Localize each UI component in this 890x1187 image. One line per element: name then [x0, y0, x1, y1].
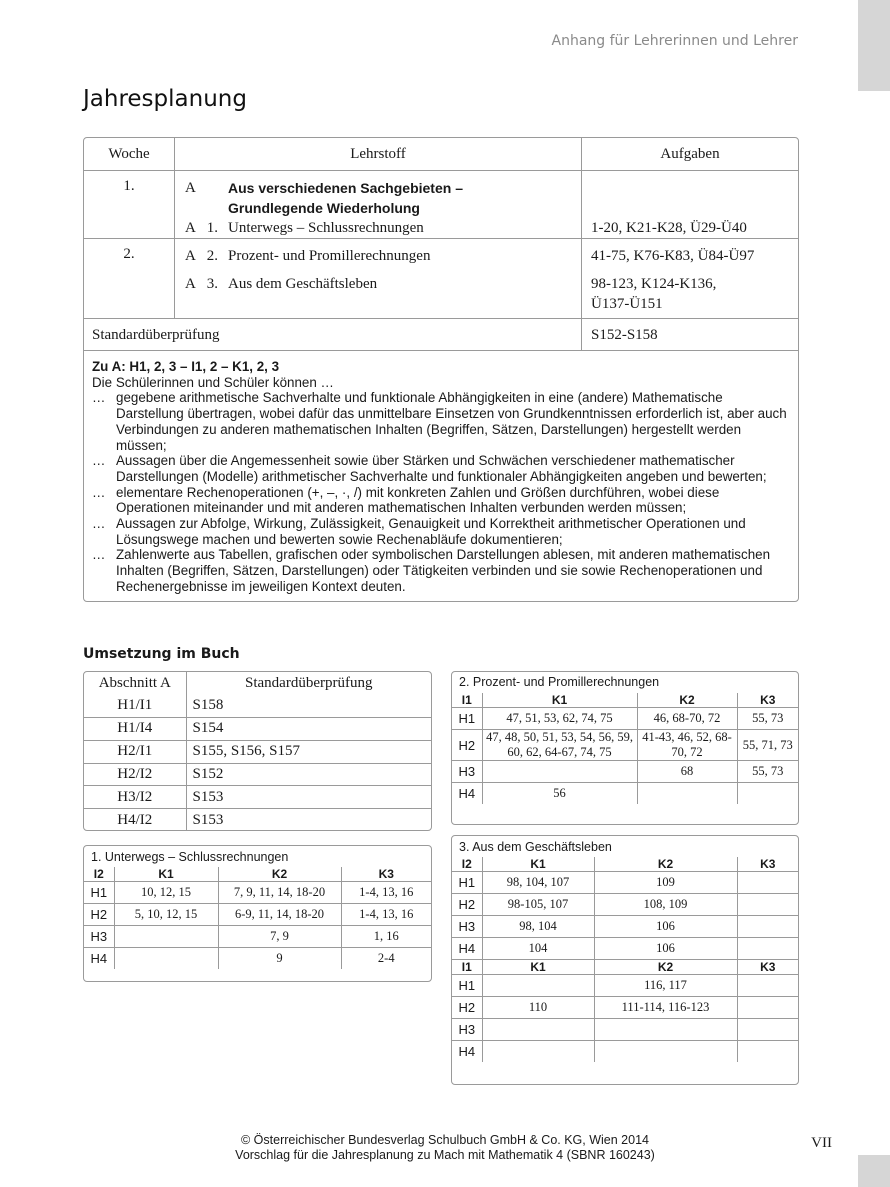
table-cell: 1, 16: [341, 926, 431, 948]
table-row: [84, 763, 431, 786]
table-cell: 41-43, 46, 52, 68-70, 72: [637, 730, 737, 761]
col-header: K3: [737, 693, 798, 708]
competence-heading: Zu A: H1, 2, 3 – I1, 2 – K1, 2, 3: [92, 359, 280, 374]
col-header: K1: [114, 867, 218, 882]
table-header-row: [84, 867, 431, 882]
running-header: Anhang für Lehrerinnen und Lehrer: [551, 33, 798, 49]
ellipsis-marker: …: [92, 547, 106, 563]
table-cell: [482, 761, 637, 783]
table-cell: [737, 916, 798, 938]
table-cell: 6-9, 11, 14, 18-20: [218, 904, 341, 926]
table-row: [452, 872, 798, 894]
task-list: [582, 171, 798, 238]
col-header: Standardüberprüfung: [186, 672, 431, 695]
row-label: H2: [452, 730, 482, 761]
footer: [0, 1133, 890, 1163]
ellipsis-marker: …: [92, 453, 106, 469]
table-cell: 68: [637, 761, 737, 783]
table-row: [84, 786, 431, 809]
row-label: H2/I1: [84, 740, 186, 763]
table-cell: 5, 10, 12, 15: [114, 904, 218, 926]
row-label: H1: [452, 872, 482, 894]
page-edge-tab-top: [858, 0, 890, 91]
table-cell: [482, 1041, 594, 1063]
table-cell: [737, 975, 798, 997]
row-label: H1/I1: [84, 695, 186, 718]
table-cell: 1-4, 13, 16: [341, 882, 431, 904]
table-row: [452, 894, 798, 916]
competence-text: elementare Rechenoperationen (+, –, ·, /) mit konkreten Zahlen und Größen durchführen, wobei diese Operationen miteinander und mit anderen mathematischen Inhalten verbunden werden müssen;: [116, 484, 720, 516]
table-cell: 109: [594, 872, 737, 894]
table-cell: [737, 1019, 798, 1041]
competence-item: [92, 453, 790, 484]
table-cell: [737, 783, 798, 805]
week-number: 2.: [84, 239, 175, 318]
table-row: [84, 882, 431, 904]
table-cell: [482, 1019, 594, 1041]
table-cell: [594, 1041, 737, 1063]
row-label: H1: [84, 882, 114, 904]
table-prozentrechnungen: [451, 671, 799, 825]
competence-text: gegebene arithmetische Sachverhalte und funktionale Abhängigkeiten in eine (andere) Mathematische Darstellung übertragen, wobei dafür das unmittelbare Einsetzen von Grundkenntnissen erforderlich ist, aber auch Verbindungen zu anderen mathematischen Inhalten (Begriffen, Sätzen, Darstellungen) hergestellt werden müssen;: [116, 390, 787, 453]
table-cell: 55, 73: [737, 708, 798, 730]
table-caption: 2. Prozent- und Promillerechnungen: [459, 675, 660, 689]
topic-list: [175, 239, 582, 318]
table-cell: S154: [186, 718, 431, 741]
task-list: [582, 239, 798, 318]
table-header-row: [452, 857, 798, 872]
task-range: Ü137-Ü151: [591, 296, 663, 312]
table-cell: 98, 104: [482, 916, 594, 938]
row-label: H3: [452, 916, 482, 938]
col-week-header: Woche: [84, 138, 175, 171]
table-cell: 2-4: [341, 948, 431, 970]
plan-row-week-1: [84, 171, 798, 239]
col-header: K2: [637, 693, 737, 708]
table-cell: [114, 926, 218, 948]
competence-item: [92, 390, 790, 453]
table-cell: [737, 938, 798, 960]
row-label: H3: [452, 1019, 482, 1041]
competence-item: [92, 516, 790, 547]
table-cell: 47, 48, 50, 51, 53, 54, 56, 59, 60, 62, 64-67, 74, 75: [482, 730, 637, 761]
table-cell: [737, 872, 798, 894]
col-header: I2: [84, 867, 114, 882]
table-cell: S155, S156, S157: [186, 740, 431, 763]
plan-table: [83, 137, 799, 602]
row-label: H2: [84, 904, 114, 926]
plan-competence-row: [84, 351, 798, 601]
row-label: H4: [452, 938, 482, 960]
table-row: [452, 730, 798, 761]
row-label: H4: [84, 948, 114, 970]
footer-note: Vorschlag für die Jahresplanung zu Mach mit Mathematik 4 (SBNR 160243): [235, 1148, 655, 1162]
row-label: H3/I2: [84, 786, 186, 809]
row-label: H3: [84, 926, 114, 948]
row-label: H1: [452, 975, 482, 997]
table-cell: S152: [186, 763, 431, 786]
section-heading: Umsetzung im Buch: [83, 646, 240, 662]
row-label: H2/I2: [84, 763, 186, 786]
row-label: H4: [452, 783, 482, 805]
col-topic-header: Lehrstoff: [175, 138, 582, 171]
table-cell: [114, 948, 218, 970]
table-cell: 106: [594, 938, 737, 960]
col-header: K1: [482, 960, 594, 975]
table-cell: 56: [482, 783, 637, 805]
table-cell: 55, 73: [737, 761, 798, 783]
task-range: 41-75, K76-K83, Ü84-Ü97: [591, 248, 755, 264]
competence-item: [92, 547, 790, 594]
page-number: VII: [811, 1135, 832, 1151]
table-cell: 108, 109: [594, 894, 737, 916]
week-number: 1.: [84, 171, 175, 238]
table-cell: 1-4, 13, 16: [341, 904, 431, 926]
standard-label: Standardüberprüfung: [84, 319, 582, 351]
competence-intro: Die Schülerinnen und Schüler können …: [92, 374, 334, 390]
plan-header-row: [84, 138, 798, 171]
table-cell: 9: [218, 948, 341, 970]
row-label: H3: [452, 761, 482, 783]
table-header-row: [452, 693, 798, 708]
row-label: H4: [452, 1041, 482, 1063]
table-cell: 98, 104, 107: [482, 872, 594, 894]
col-header: Abschnitt A: [84, 672, 186, 695]
col-header: K1: [482, 857, 594, 872]
table-cell: [737, 1041, 798, 1063]
row-label: H1: [452, 708, 482, 730]
table-row: [452, 938, 798, 960]
table-row: [84, 695, 431, 718]
table-cell: 7, 9: [218, 926, 341, 948]
table-row: [84, 948, 431, 970]
table-cell: 110: [482, 997, 594, 1019]
copyright-line: © Österreichischer Bundesverlag Schulbuch GmbH & Co. KG, Wien 2014: [240, 1133, 649, 1147]
col-header: I1: [452, 960, 482, 975]
ellipsis-marker: …: [92, 390, 106, 406]
table-row: [452, 1019, 798, 1041]
table-cell: 7, 9, 11, 14, 18-20: [218, 882, 341, 904]
table-cell: 106: [594, 916, 737, 938]
table-row: [84, 809, 431, 831]
competence-item: [92, 485, 790, 516]
col-header: I1: [452, 693, 482, 708]
task-range: 98-123, K124-K136,: [591, 276, 717, 292]
table-header-row: [84, 672, 431, 695]
table-geschaeftsleben: [451, 835, 799, 1085]
ellipsis-marker: …: [92, 516, 106, 532]
standard-tasks: S152-S158: [591, 326, 658, 343]
topic-line: A 1. Unterwegs – Schlussrechnungen: [185, 220, 424, 236]
table-row: [452, 783, 798, 805]
table-cell: 98-105, 107: [482, 894, 594, 916]
col-header: K2: [218, 867, 341, 882]
col-tasks-header: Aufgaben: [660, 145, 720, 162]
task-range: 1-20, K21-K28, Ü29-Ü40: [591, 220, 747, 236]
topic-line: A 3. Aus dem Geschäftsleben: [185, 276, 378, 292]
table-cell: [737, 894, 798, 916]
col-header: K3: [341, 867, 431, 882]
table-row: [84, 904, 431, 926]
table-row: [452, 708, 798, 730]
table-caption: 3. Aus dem Geschäftsleben: [459, 839, 612, 854]
table-cell: [594, 1019, 737, 1041]
competence-text: Aussagen zur Abfolge, Wirkung, Zulässigkeit, Genauigkeit und Korrektheit arithmetischer Operationen und Lösungswege machen und bewerten sowie Rechenabläufe dokumentieren;: [116, 516, 746, 547]
col-header: K2: [594, 960, 737, 975]
topic-list: [175, 171, 582, 238]
table-cell: 55, 71, 73: [737, 730, 798, 761]
competence-text: Zahlenwerte aus Tabellen, grafischen oder symbolischen Darstellungen ablesen, mit anderen mathematischen Inhalten (Begriffen, Sätzen, Darstellungen) oder Tätigkeiten verbinden und sie sowie Rechenoperationen und Rechenergebnisse im jeweiligen Kontext deuten.: [116, 547, 771, 594]
table-cell: 111-114, 116-123: [594, 997, 737, 1019]
table-cell: [637, 783, 737, 805]
table-cell: S153: [186, 786, 431, 809]
table-cell: [482, 975, 594, 997]
table-row: [452, 1041, 798, 1063]
competence-box: [84, 351, 798, 601]
col-header: K1: [482, 693, 637, 708]
table-row: [452, 761, 798, 783]
table-header-row: [452, 960, 798, 975]
competence-text: Aussagen über die Angemessenheit sowie über Stärken und Schwächen verschiedener mathematischer Darstellungen (Modelle) arithmetischer Sachverhalte und funktionaler Abhängigkeiten angeben und bewerten;: [116, 453, 767, 484]
topic-line: Grundlegende Wiederholung: [228, 200, 420, 216]
table-row: [84, 718, 431, 741]
page-title: Jahresplanung: [83, 86, 247, 112]
row-label: H4/I2: [84, 809, 186, 831]
plan-standard-row: [84, 319, 798, 351]
topic-line: A 2. Prozent- und Promillerechnungen: [185, 248, 431, 264]
col-header: K3: [737, 960, 798, 975]
topic-line: A Aus verschiedenen Sachgebieten –: [185, 180, 463, 196]
row-label: H2: [452, 997, 482, 1019]
competence-list: [92, 390, 790, 594]
col-header: K3: [737, 857, 798, 872]
table-cell: 104: [482, 938, 594, 960]
table-cell: 46, 68-70, 72: [637, 708, 737, 730]
row-label: H2: [452, 894, 482, 916]
table-cell: 10, 12, 15: [114, 882, 218, 904]
plan-row-week-2: [84, 239, 798, 319]
table-row: [452, 916, 798, 938]
table-cell: 47, 51, 53, 62, 74, 75: [482, 708, 637, 730]
table-cell: S153: [186, 809, 431, 831]
table-cell: 116, 117: [594, 975, 737, 997]
table-row: [84, 926, 431, 948]
row-label: H1/I4: [84, 718, 186, 741]
table-schlussrechnungen: [83, 845, 432, 982]
table-row: [452, 975, 798, 997]
table-cell: S158: [186, 695, 431, 718]
table-caption: 1. Unterwegs – Schlussrechnungen: [91, 849, 289, 864]
col-header: I2: [452, 857, 482, 872]
table-row: [452, 997, 798, 1019]
col-header: K2: [594, 857, 737, 872]
standard-check-table: [83, 671, 432, 831]
table-cell: [737, 997, 798, 1019]
table-row: [84, 740, 431, 763]
ellipsis-marker: …: [92, 484, 106, 500]
